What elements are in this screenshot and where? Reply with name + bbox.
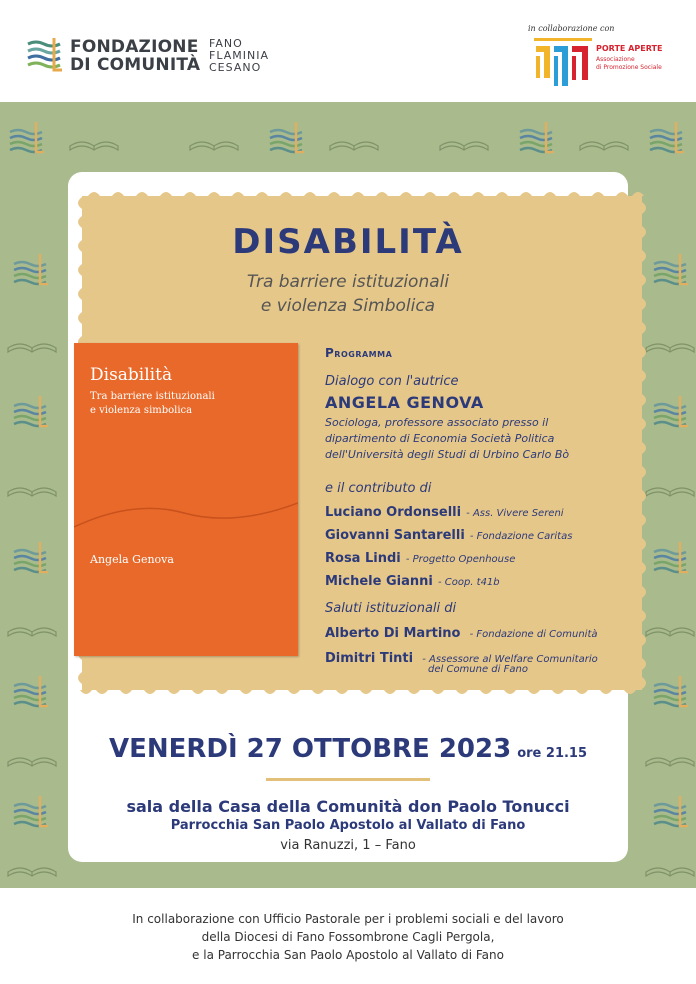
footer-line1: In collaborazione con Ufficio Pastorale per i problemi sociali e del lavoro: [132, 912, 564, 926]
event-date: [0, 734, 696, 764]
author-desc-line3: dell'Università degli Studi di Urbino Carlo Bò: [325, 448, 570, 461]
event-title: DISABILITÀ: [232, 222, 464, 262]
book-subtitle-line2: e violenza simbolica: [90, 405, 193, 416]
foundation-name-line1: FONDAZIONE: [70, 37, 199, 57]
contributor-row: [325, 524, 572, 543]
book-subtitle-line1: Tra barriere istituzionali: [90, 391, 215, 402]
greeter-name: Alberto Di Martino: [325, 626, 461, 641]
contributor-affiliation: - Fondazione Caritas: [469, 531, 573, 542]
event-subtitle-line1: Tra barriere istituzionali: [246, 272, 450, 292]
event-time: ore 21.15: [517, 746, 588, 761]
footer-line2: della Diocesi di Fano Fossombrone Cagli Pergola,: [201, 930, 495, 944]
contrib-label: e il contributo di: [325, 481, 432, 496]
event-day: VENERDÌ 27 OTTOBRE 2023: [108, 734, 512, 764]
author-desc-line2: dipartimento di Economia Società Politica: [325, 432, 555, 445]
foundation-place-1: FANO: [209, 37, 243, 50]
greeter-affiliation-line2: del Comune di Fano: [428, 664, 528, 675]
contributor-name: Michele Gianni: [325, 574, 433, 589]
book-title: Disabilità: [90, 365, 173, 385]
partner-sub-line1: Associazione: [596, 56, 635, 63]
dialogue-label: Dialogo con l'autrice: [325, 374, 459, 389]
book-author: Angela Genova: [90, 553, 174, 566]
venue-line3: via Ranuzzi, 1 – Fano: [280, 838, 416, 853]
contributor-row: [325, 547, 515, 566]
contributor-affiliation: - Coop. t41b: [437, 577, 500, 588]
author-name: ANGELA GENOVA: [325, 393, 484, 412]
book-wave-decoration: [74, 493, 298, 533]
foundation-name-line2: DI COMUNITÀ: [70, 55, 201, 75]
contributor-affiliation: - Ass. Vivere Sereni: [466, 508, 564, 519]
greeter-affiliation: - Assessore al Welfare Comunitario: [422, 654, 598, 665]
foundation-waves-icon: [24, 36, 64, 76]
venue-line2: Parrocchia San Paolo Apostolo al Vallato di Fano: [170, 818, 526, 833]
author-desc-line1: Sociologa, professore associato presso il: [325, 416, 549, 429]
partner-logo: [530, 38, 670, 92]
programme-heading: Programma: [325, 346, 393, 360]
foundation-place-2: FLAMINIA: [209, 49, 269, 62]
book-cover: [74, 343, 298, 656]
porte-aperte-doors-icon: [530, 38, 592, 90]
foundation-place-3: CESANO: [209, 61, 262, 74]
contributor-name: Rosa Lindi: [325, 551, 401, 566]
contributor-name: Luciano Ordonselli: [325, 505, 462, 520]
collab-label: in collaborazione con: [528, 24, 615, 33]
contributor-row: [325, 570, 500, 589]
partner-sub-line2: di Promozione Sociale: [596, 64, 662, 71]
divider: [266, 778, 430, 781]
event-subtitle-line2: e violenza Simbolica: [260, 296, 436, 316]
greeter-affiliation: - Fondazione di Comunità: [469, 629, 598, 640]
contributor-row: [325, 501, 564, 520]
venue-line1: sala della Casa della Comunità don Paolo Tonucci: [126, 797, 570, 816]
greetings-label: Saluti istituzionali di: [325, 601, 457, 616]
foundation-logo: [24, 36, 284, 82]
greeter-row: [325, 622, 598, 641]
contributor-affiliation: - Progetto Openhouse: [405, 554, 516, 565]
contributor-name: Giovanni Santarelli: [325, 528, 465, 543]
partner-name: PORTE APERTE: [596, 44, 663, 53]
footer-line3: e la Parrocchia San Paolo Apostolo al Vallato di Fano: [192, 948, 504, 962]
greeter-name: Dimitri Tinti: [325, 651, 414, 666]
